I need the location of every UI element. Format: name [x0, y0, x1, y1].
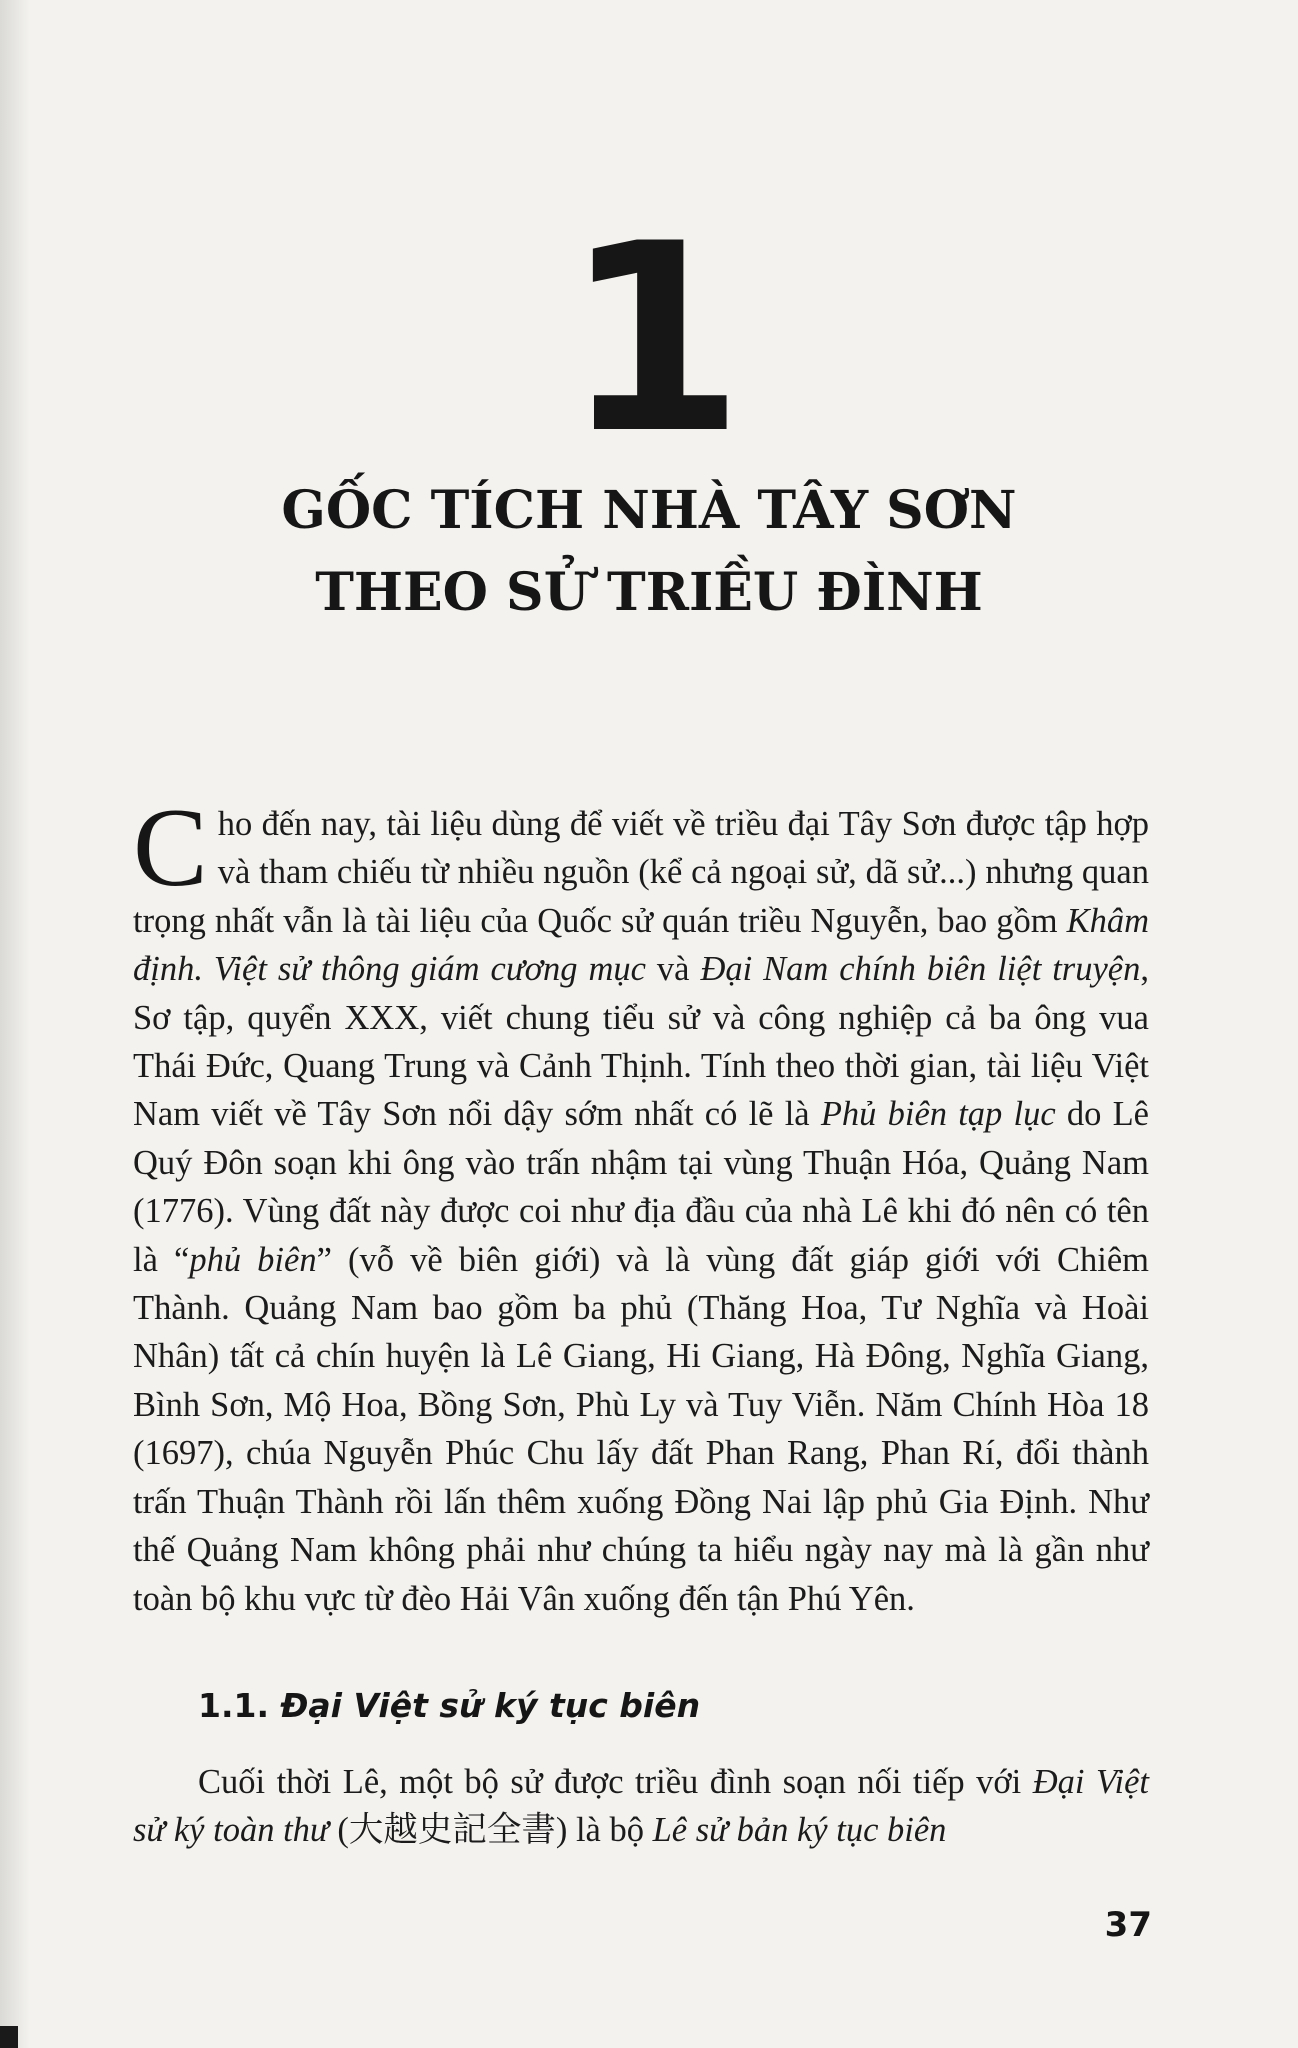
chapter-title [0, 470, 1298, 634]
paragraph-text: ” (vỗ về biên giới) và là vùng đất giáp giới với Chiêm Thành. Quảng Nam bao gồm ba phủ (Thăng Hoa, Tư Nghĩa và Hoài Nhân) tất cả chín huyện là Lê Giang, Hi Giang, Hà Đông, Nghĩa Giang, Bình Sơn, Mộ Hoa, Bồng Sơn, Phù Ly và Tuy Viễn. Năm Chính Hòa 18 (1697), chúa Nguyễn Phúc Chu lấy đất Phan Rang, Phan Rí, đổi thành trấn Thuận Thành rồi lấn thêm xuống Đồng Nai lập phủ Gia Định. Như thế Quảng Nam không phải như chúng ta hiểu ngày nay mà là gần như toàn bộ khu vực từ đèo Hải Vân xuống đến tận Phú Yên. [133, 1240, 1149, 1618]
paragraph-text: , Sơ tập, quyển XXX, viết chung tiểu sử và công nghiệp cả ba ông vua Thái Đức, Quang Trung và Cảnh Thịnh. Tính theo thời gian, tài liệu Việt Nam viết về Tây Sơn nổi dậy sớm nhất có lẽ là [133, 950, 1149, 1134]
section-paragraph [133, 1758, 1149, 1855]
book-title-phu-bien: Phủ biên tạp lục [820, 1095, 1056, 1134]
paragraph-text: Cuối thời Lê, một bộ sử được triều đình soạn nối tiếp với [198, 1763, 1033, 1801]
book-title-cuong-muc: Khâm định. Việt sử thông giám cương mục [133, 901, 1149, 989]
section-heading [198, 1682, 700, 1730]
section-number: 1.1. [198, 1686, 269, 1725]
chapter-title-line-2: THEO SỬ TRIỀU ĐÌNH [315, 562, 983, 623]
page-corner-mark [0, 2026, 18, 2048]
paragraph-text: và [645, 950, 701, 989]
page-number: 37 [1104, 1905, 1152, 1945]
section-title: Đại Việt sử ký tục biên [280, 1686, 701, 1725]
book-title-tuc-bien: Lê sử bản ký tục biên [652, 1811, 947, 1850]
paragraph-text: (大越史記全書) là bộ [328, 1811, 653, 1850]
term-phu-bien: phủ biên [189, 1240, 317, 1279]
paragraph-text: do Lê Quý Đôn soạn khi ông vào trấn nhậm tại vùng Thuận Hóa, Quảng Nam (1776). Vùng đất này được coi như địa đầu của nhà Lê khi đó nên có tên là “ [133, 1095, 1149, 1279]
chapter-number: 1 [563, 189, 735, 491]
drop-cap: C [133, 786, 208, 910]
book-title-toan-thu: Đại Việt sử ký toàn thư [133, 1763, 1149, 1850]
paragraph-text: ho đến nay, tài liệu dùng để viết về triều đại Tây Sơn được tập hợp và tham chiếu từ nhiều nguồn (kể cả ngoại sử, dã sử...) nhưng quan trọng nhất vẫn là tài liệu của Quốc sử quán triều Nguyễn, bao gồm [133, 805, 1149, 940]
book-title-liet-truyen: Đại Nam chính biên liệt truyện [700, 950, 1141, 989]
chapter-title-line-1: GỐC TÍCH NHÀ TÂY SƠN [281, 480, 1017, 541]
intro-paragraph [133, 786, 1149, 1623]
